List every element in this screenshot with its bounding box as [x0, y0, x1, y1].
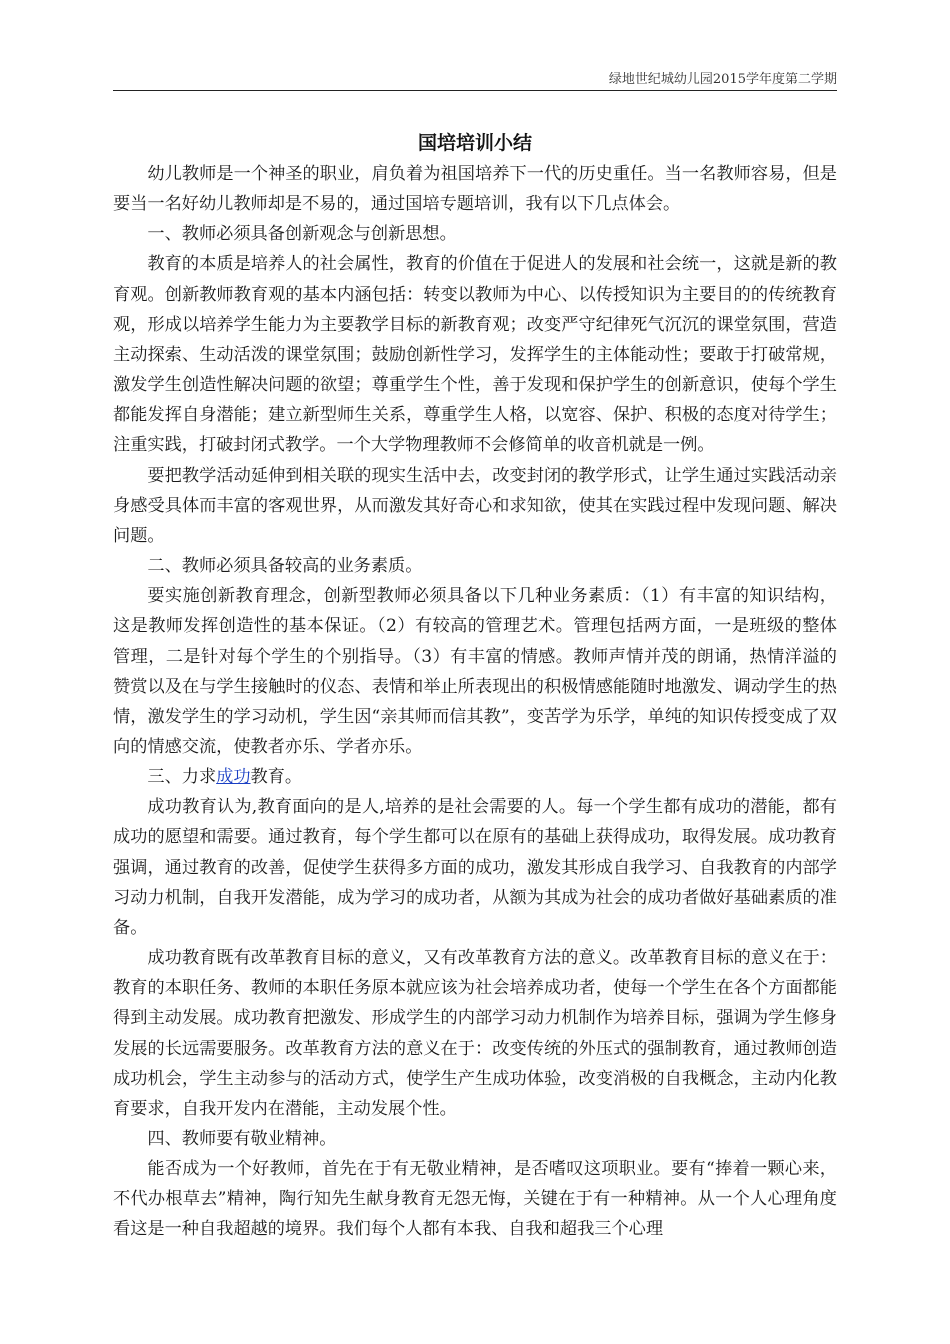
- section-heading-2: 二、教师必须具备较高的业务素质。: [147, 556, 423, 577]
- paragraph-section-3-a: 成功教育认为,教育面向的是人,培养的是社会需要的人。每一个学生都有成功的潜能，都有成功的愿望和需要。通过教育，每个学生都可以在原有的基础上获得成功，取得发展。成功教育强调，通过教育的改善，促使学生获得多方面的成功，激发其形成自我学习、自我教育的内部学习动力机制，自我开发潜能，成为学习的成功者，从额为其成为社会的成功者做好基础素质的准备。: [113, 797, 837, 938]
- section-heading-4: 四、教师要有敬业精神。: [147, 1129, 337, 1149]
- paragraph-section-1-b: 要把教学活动延伸到相关联的现实生活中去，改变封闭的教学形式，让学生通过实践活动亲身感受具体而丰富的客观世界，从而激发其好奇心和求知欲，使其在实践过程中发现问题、解决问题。: [113, 465, 837, 546]
- document-title: 国培培训小结: [417, 132, 532, 154]
- section-heading-3-suffix: 教育。: [250, 767, 303, 788]
- section-heading-3: [113, 762, 837, 792]
- paragraph-intro: 幼儿教师是一个神圣的职业，肩负着为祖国培养下一代的历史重任。当一名教师容易，但是要当一名好幼儿教师却是不易的，通过国培专题培训，我有以下几点体会。: [113, 164, 837, 215]
- success-link[interactable]: 成功: [216, 767, 251, 788]
- section-heading-1: 一、教师必须具备创新观念与创新思想。: [147, 224, 457, 245]
- page-header-text: 绿地世纪城幼儿园2015学年度第二学期: [608, 72, 837, 87]
- paragraph-section-2: 要实施创新教育理念，创新型教师必须具备以下几种业务素质：（1）有丰富的知识结构，这是教师发挥创造性的基本保证。（2）有较高的管理艺术。管理包括两方面，一是班级的整体管理，二是针对每个学生的个别指导。（3）有丰富的情感。教师声情并茂的朗诵，热情洋溢的赞赏以及在与学生接触时的仪态、表情和举止所表现出的积极情感能随时地激发、调动学生的热情，激发学生的学习动机，学生因“亲其师而信其教”，变苦学为乐学，单纯的知识传授变成了双向的情感交流，使教者亦乐、学者亦乐。: [113, 586, 837, 757]
- paragraph-section-3-b: 成功教育既有改革教育目标的意义，又有改革教育方法的意义。改革教育目标的意义在于：教育的本职任务、教师的本职任务原本就应该为社会培养成功者，使每一个学生在各个方面都能得到主动发展。成功教育把激发、形成学生的内部学习动力机制作为培养目标，强调为学生修身发展的长远需要服务。改革教育方法的意义在于：改变传统的外压式的强制教育，通过教师创造成功机会，学生主动参与的活动方式，使学生产生成功体验，改变消极的自我概念，主动内化教育要求，自我开发内在潜能，主动发展个性。: [113, 948, 837, 1119]
- header-divider: [113, 90, 837, 91]
- paragraph-section-1-a: 教育的本质是培养人的社会属性，教育的价值在于促进人的发展和社会统一，这就是新的教育观。创新教师教育观的基本内涵包括：转变以教师为中心、以传授知识为主要目的的传统教育观，形成以培养学生能力为主要教学目标的新教育观；改变严守纪律死气沉沉的课堂氛围，营造主动探索、生动活泼的课堂氛围；鼓励创新性学习，发挥学生的主体能动性；要敢于打破常规，激发学生创造性解决问题的欲望；尊重学生个性，善于发现和保护学生的创新意识，使每个学生都能发挥自身潜能；建立新型师生关系，尊重学生人格，以宽容、保护、积极的态度对待学生；注重实践，打破封闭式教学。一个大学物理教师不会修简单的收音机就是一例。: [113, 254, 837, 456]
- section-heading-3-prefix: 三、力求: [147, 767, 217, 788]
- paragraph-section-4: 能否成为一个好教师，首先在于有无敬业精神，是否嗜叹这项职业。要有“捧着一颗心来，不代办根草去”精神，陶行知先生献身教育无怨无悔，关键在于有一种精神。从一个人心理角度看这是一种自我超越的境界。我们每个人都有本我、自我和超我三个心理: [113, 1159, 837, 1240]
- document-body: [113, 159, 837, 1245]
